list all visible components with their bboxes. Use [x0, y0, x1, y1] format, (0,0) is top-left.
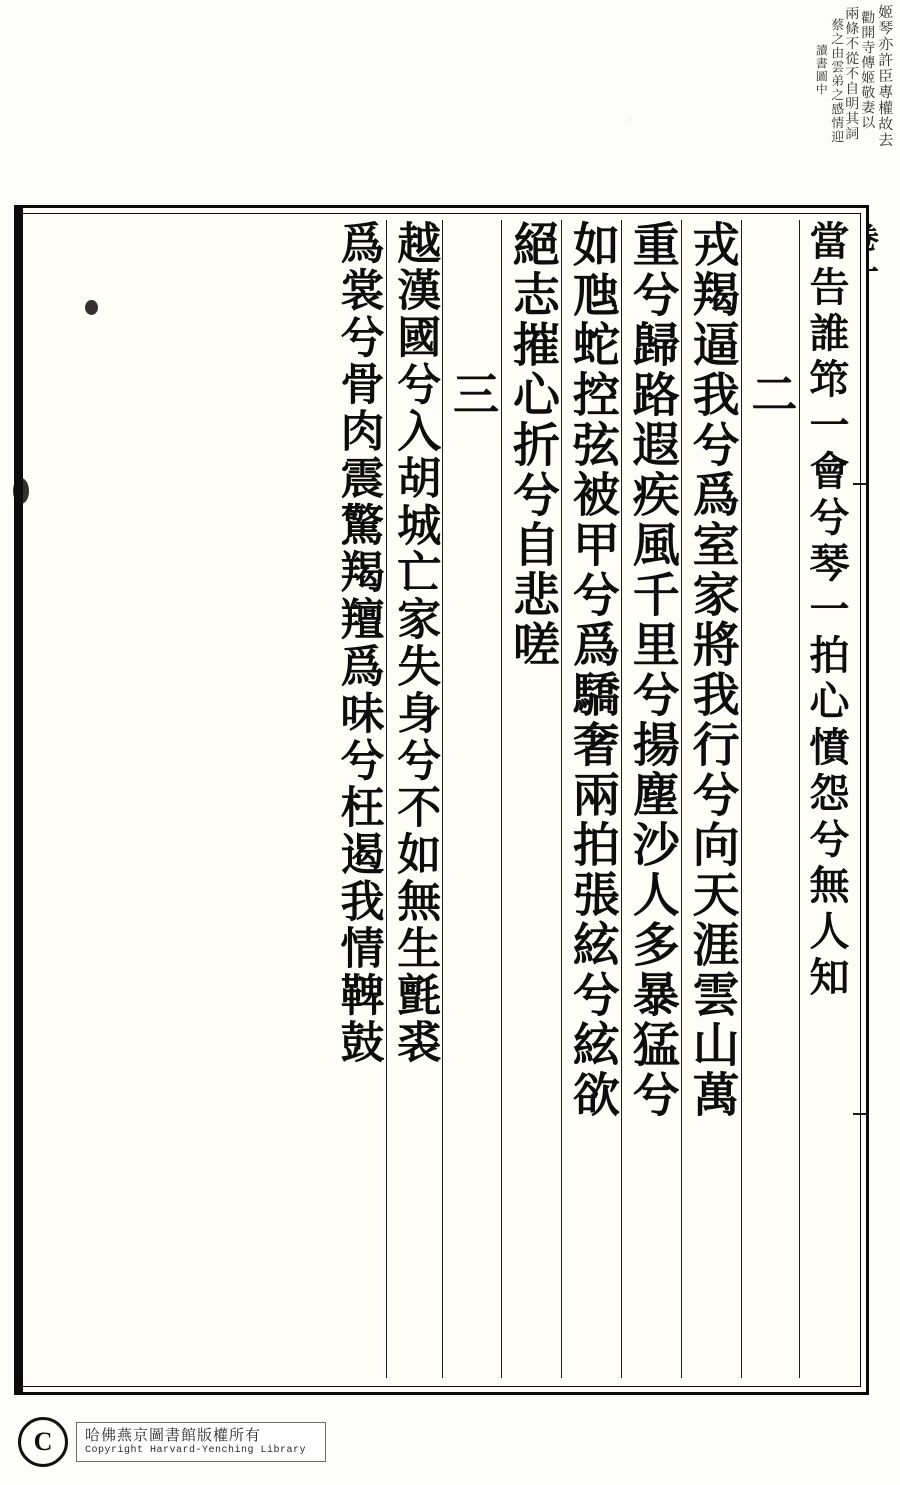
vertical-text-columns — [41, 220, 852, 1378]
library-copyright-stamp — [18, 1417, 326, 1467]
text-column-opening: 當告誰筇一會兮琴一拍心憤怨兮無人知 — [799, 220, 852, 1378]
text-column-verse-2: 重兮歸路遐疾風千里兮揚塵沙人多暴猛兮 — [621, 220, 681, 1378]
stamp-chinese-text: 哈佛燕京圖書館版權所有 — [85, 1425, 262, 1444]
ink-blot — [13, 478, 29, 504]
marginalia-line: 勸開寺傳姬敬妻以 — [859, 9, 876, 131]
text-column-verse-6: 爲裳兮骨肉震驚羯羶爲味兮枉遏我情鞞鼓 — [332, 220, 384, 1066]
margin-tick — [853, 1113, 867, 1115]
text-column-verse-4: 絕志摧心折兮自悲嗟 — [501, 220, 561, 1378]
marginalia-line: 讀書圖中 — [813, 43, 828, 97]
section-number-three-label: 三 — [446, 370, 501, 420]
section-number-two-label: 二 — [744, 370, 799, 420]
margin-tick — [853, 483, 867, 485]
copyright-icon: C — [18, 1417, 68, 1467]
marginalia-line: 兩條不從不自明其詞 — [843, 5, 860, 142]
text-block-frame — [14, 205, 869, 1395]
marginalia-line: 蔡之由雲弟之感情迎 — [828, 17, 844, 145]
section-number-three — [442, 220, 501, 1378]
stamp-english-text: Copyright Harvard-Yenching Library — [85, 1445, 307, 1457]
stamp-text-box — [76, 1422, 326, 1463]
marginalia-annotation — [642, 4, 892, 204]
marginalia-line: 姬琴亦許臣專權故去 — [876, 3, 894, 149]
text-column-verse-1: 戎羯逼我兮爲室家將我行兮向天涯雲山萬 — [681, 220, 741, 1378]
text-column-verse-5: 越漢國兮入胡城亡家失身兮不如無生氈裘 — [386, 220, 443, 1378]
text-column-verse-3: 如虺蛇控弦被甲兮爲驕奢兩拍張絃兮絃欲 — [561, 220, 621, 1378]
section-number-two — [741, 220, 800, 1378]
